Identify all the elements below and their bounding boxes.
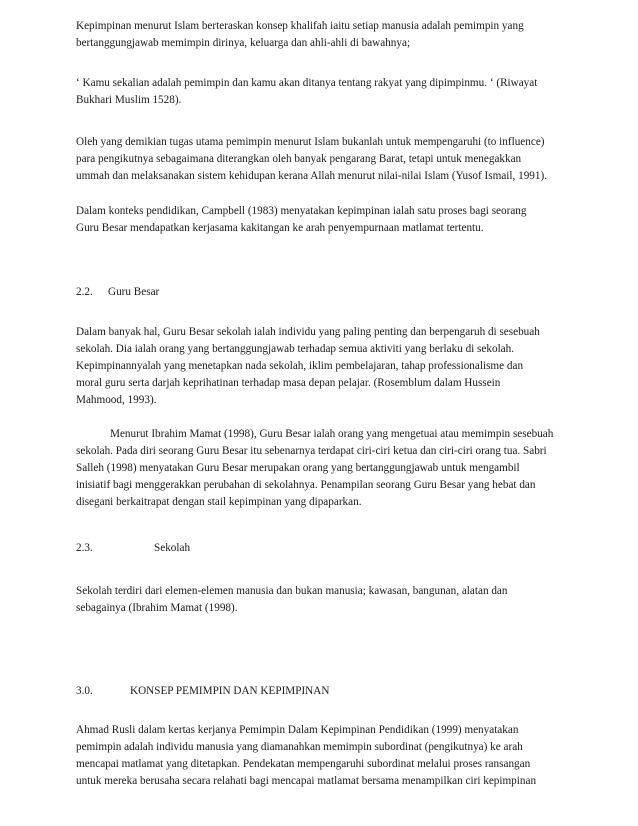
text-line: moral guru serta darjah keprihatinan terhadap masa depan pelajar. (Rosemblum dalam Hussein (76, 377, 501, 389)
text-line: ummah dan melaksanakan sistem kehidupan kerana Allah menurut nilai-nilai Islam (Yusof Ismail, 1991). (76, 170, 547, 182)
text-line: Guru Besar mendapatkan kerjasama kakitangan ke arah penyempurnaan matlamat tertentu. (76, 222, 484, 234)
section-number: 2.2. (76, 286, 93, 298)
text-line: pemimpin adalah individu manusia yang diamanahkan memimpin subordinat (pengikutnya) ke arah (76, 741, 523, 753)
section-number: 3.0. (76, 685, 93, 697)
text-line: Dalam konteks pendidikan, Campbell (1983) menyatakan kepimpinan ialah satu proses bagi seorang (76, 205, 527, 217)
section-title: Guru Besar (108, 286, 160, 298)
text-line: Mahmood, 1993). (76, 394, 157, 406)
paragraph-ibrahim-mamat (76, 426, 576, 511)
text-line: sekolah. Dia ialah orang yang bertanggungjawab terhadap semua aktiviti yang berlaku di sekolah. (76, 343, 515, 355)
text-line: Dalam banyak hal, Guru Besar sekolah ialah individu yang paling penting dan berpengaruh di sesebuah (76, 326, 540, 338)
text-line: disegani berkaitrapat dengan stail kepimpinan yang dipaparkan. (76, 496, 362, 508)
text-line: para pengikutnya sebagaimana diterangkan oleh banyak pengarang Barat, tetapi untuk menegakkan (76, 153, 522, 165)
text-line: mencapai matlamat yang ditetapkan. Pendekatan mempengaruhi subordinat melalui proses ransangan (76, 758, 531, 770)
text-line: Bukhari Muslim 1528). (76, 94, 182, 106)
paragraph-konteks-pendidikan (76, 203, 576, 237)
section-title: KONSEP PEMIMPIN DAN KEPIMPINAN (130, 685, 330, 697)
section-heading-3-0 (76, 683, 330, 700)
paragraph-hadith-quote (76, 75, 576, 109)
text-line: sekolah. Pada diri seorang Guru Besar itu sebenarnya terdapat ciri-ciri ketua dan ciri-ciri orang tua. Sabri (76, 445, 547, 457)
text-line: ‘ Kamu sekalian adalah pemimpin dan kamu akan ditanya tentang rakyat yang dipimpinmu. ‘ (Riwayat (76, 77, 538, 89)
text-line: bertanggungjawab memimpin dirinya, keluarga dan ahli-ahli di bawahnya; (76, 37, 411, 49)
text-line: Salleh (1998) menyatakan Guru Besar merupakan orang yang bertanggungjawab untuk mengambil (76, 462, 520, 474)
paragraph-tugas-pemimpin (76, 134, 576, 185)
text-line: untuk mereka berusaha secara relahati bagi mencapai matlamat bersama menampilkan ciri kepimpinan (76, 775, 537, 787)
text-line: Oleh yang demikian tugas utama pemimpin menurut Islam bukanlah untuk mempengaruhi (to influence) (76, 136, 545, 148)
paragraph-guru-besar (76, 324, 576, 409)
section-heading-2-2 (76, 284, 160, 301)
text-line: Kepimpinannyalah yang menetapkan nada sekolah, iklim pembelajaran, tahap professionalisme dan (76, 360, 524, 372)
text-line: Sekolah terdiri dari elemen-elemen manusia dan bukan manusia; kawasan, bangunan, alatan dan (76, 585, 508, 597)
section-title: Sekolah (154, 542, 191, 554)
text-line: Kepimpinan menurut Islam berteraskan konsep khalifah iaitu setiap manusia adalah pemimpin yang (76, 20, 524, 32)
section-number: 2.3. (76, 542, 93, 554)
text-line: Ahmad Rusli dalam kertas kerjanya Pemimpin Dalam Kepimpinan Pendidikan (1999) menyatakan (76, 724, 519, 736)
text-line: inisiatif bagi menggerakkan perubahan di sekolahnya. Penampilan seorang Guru Besar yang hebat dan (76, 479, 536, 491)
paragraph-ahmad-rusli (76, 722, 576, 790)
text-line: Menurut Ibrahim Mamat (1998), Guru Besar ialah orang yang mengetuai atau memimpin sesebuah (110, 428, 554, 440)
paragraph-sekolah (76, 583, 576, 617)
section-heading-2-3 (76, 540, 191, 557)
text-line: sebagainya (Ibrahim Mamat (1998). (76, 602, 238, 614)
paragraph-khalifah (76, 18, 576, 52)
